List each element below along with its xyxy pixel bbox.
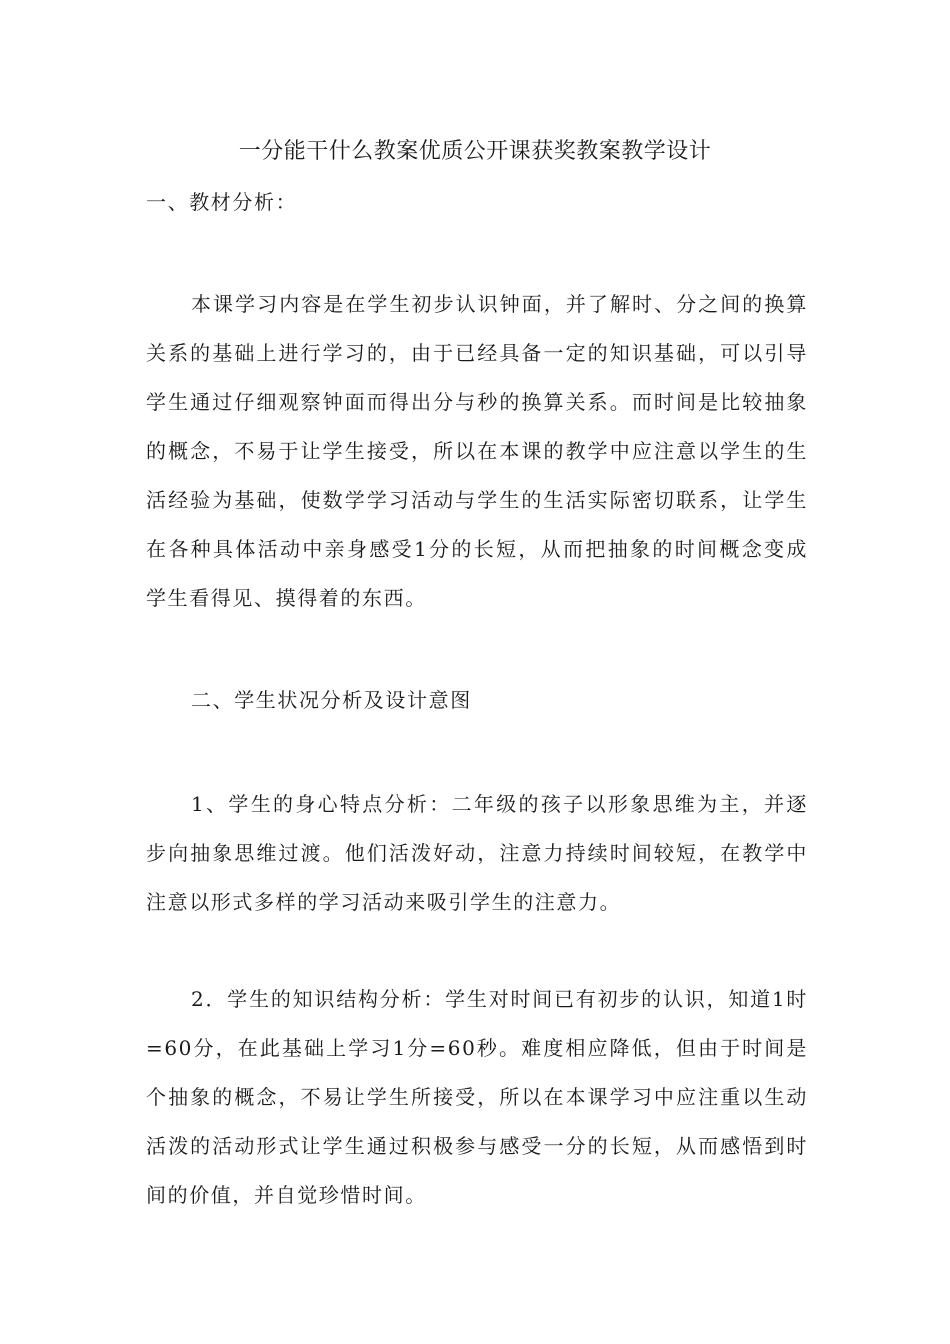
paragraph-knowledge-structure: 2．学生的知识结构分析：学生对时间已有初步的认识，知道1时=60分，在此基础上学习1分=60秒。难度相应降低，但由于时间是个抽象的概念，不易让学生所接受，所以在本课学习中应注重以生动活泼的活动形式让学生通过积极参与感受一分的长短，从而感悟到时间的价值，并自觉珍惜时间。 [146,987,808,1207]
paragraph-teaching-material-analysis: 本课学习内容是在学生初步认识钟面，并了解时、分之间的换算关系的基础上进行学习的，由于已经具备一定的知识基础，可以引导学生通过仔细观察钟面而得出分与秒的换算关系。而时间是比较抽象的概念，不易于让学生接受，所以在本课的教学中应注意以学生的生活经验为基础，使数学学习活动与学生的生活实际密切联系，让学生在各种具体活动中亲身感受1分的长短，从而把抽象的时间概念变成学生看得见、摸得着的东西。 [146,292,808,610]
paragraph-student-characteristics: 1、学生的身心特点分析：二年级的孩子以形象思维为主，并逐步向抽象思维过渡。他们活泼好动，注意力持续时间较短，在教学中注意以形式多样的学习活动来吸引学生的注意力。 [146,792,808,914]
document-title: 一分能干什么教案优质公开课获奖教案教学设计 [238,139,712,164]
section-heading-teaching-material: 一、教材分析： [146,190,298,214]
section-heading-student-analysis: 二、学生状况分析及设计意图 [191,688,472,712]
